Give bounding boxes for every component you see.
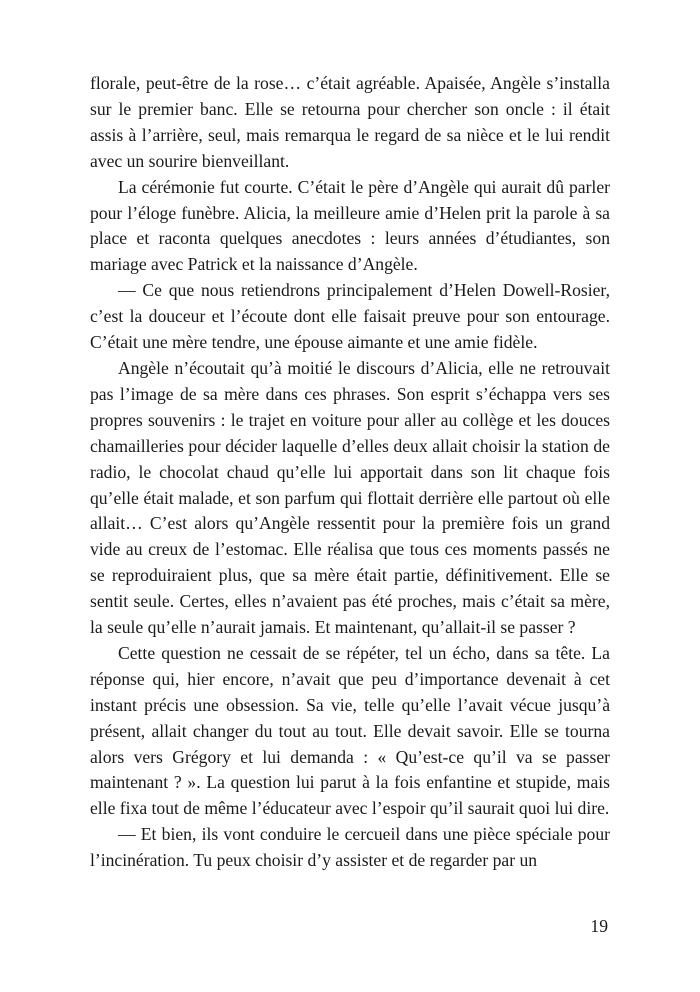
paragraph-ceremony: La cérémonie fut courte. C’était le père d’Angèle qui aurait dû parler pour l’éloge funèbre. Alicia, la meilleure amie d’Helen prit la parole à sa place et raconta quelques anecdotes : leurs années d’étudiantes, son mariage avec Patrick et la naissance d’Angèle. xyxy=(90,176,610,275)
page-number: 19 xyxy=(590,916,608,936)
body-text xyxy=(90,71,610,874)
paragraph-continuation: florale, peut-être de la rose… c’était agréable. Apaisée, Angèle s’installa sur le premier banc. Elle se retourna pour chercher son oncle : il était assis à l’arrière, seul, mais remarqua le regard de sa nièce et le lui rendit avec un sourire bienveillant. xyxy=(90,73,610,171)
paragraph-eulogy-dialogue: — Ce que nous retiendrons principalement d’Helen Dowell-Rosier, c’est la douceur et l’écoute dont elle faisait preuve pour son entourage. C’était une mère tendre, une épouse aimante et une amie fidèle. xyxy=(90,280,610,353)
paragraph-memories: Angèle n’écoutait qu’à moitié le discours d’Alicia, elle ne retrouvait pas l’image de sa mère dans ces phrases. Son esprit s’échappa vers ses propres souvenirs : le trajet en voiture pour aller au collège et les douces chamailleries pour décider laquelle d’elles deux allait choisir la station de radio, le chocolat chaud qu’elle lui apportait dans son lit chaque fois qu’elle était malade, et son parfum qui flottait derrière elle partout où elle allait… C’est alors qu’Angèle ressentit pour la première fois un grand vide au creux de l’estomac. Elle réalisa que tous ces moments passés ne se reproduiraient plus, que sa mère était partie, définitivement. Elle se sentit seule. Certes, elles n’avaient pas été proches, mais c’était sa mère, la seule qu’elle n’aurait jamais. Et maintenant, qu’allait-il se passer ? xyxy=(90,357,610,638)
paragraph-question: Cette question ne cessait de se répéter, tel un écho, dans sa tête. La réponse qui, hier encore, n’avait que peu d’importance devenait à cet instant précis une obsession. Sa vie, telle qu’elle l’avait vécue jusqu’à présent, allait changer du tout au tout. Elle devait savoir. Elle se tourna alors vers Grégory et lui demanda : « Qu’est-ce qu’il va se passer maintenant ? ». La question lui parut à la fois enfantine et stupide, mais elle fixa tout de même l’éducateur avec l’espoir qu’il saurait quoi lui dire. xyxy=(90,642,610,819)
paragraph-answer-dialogue: — Et bien, ils vont conduire le cercueil dans une pièce spéciale pour l’incinération. Tu peux choisir d’y assister et de regarder par un xyxy=(90,824,610,871)
